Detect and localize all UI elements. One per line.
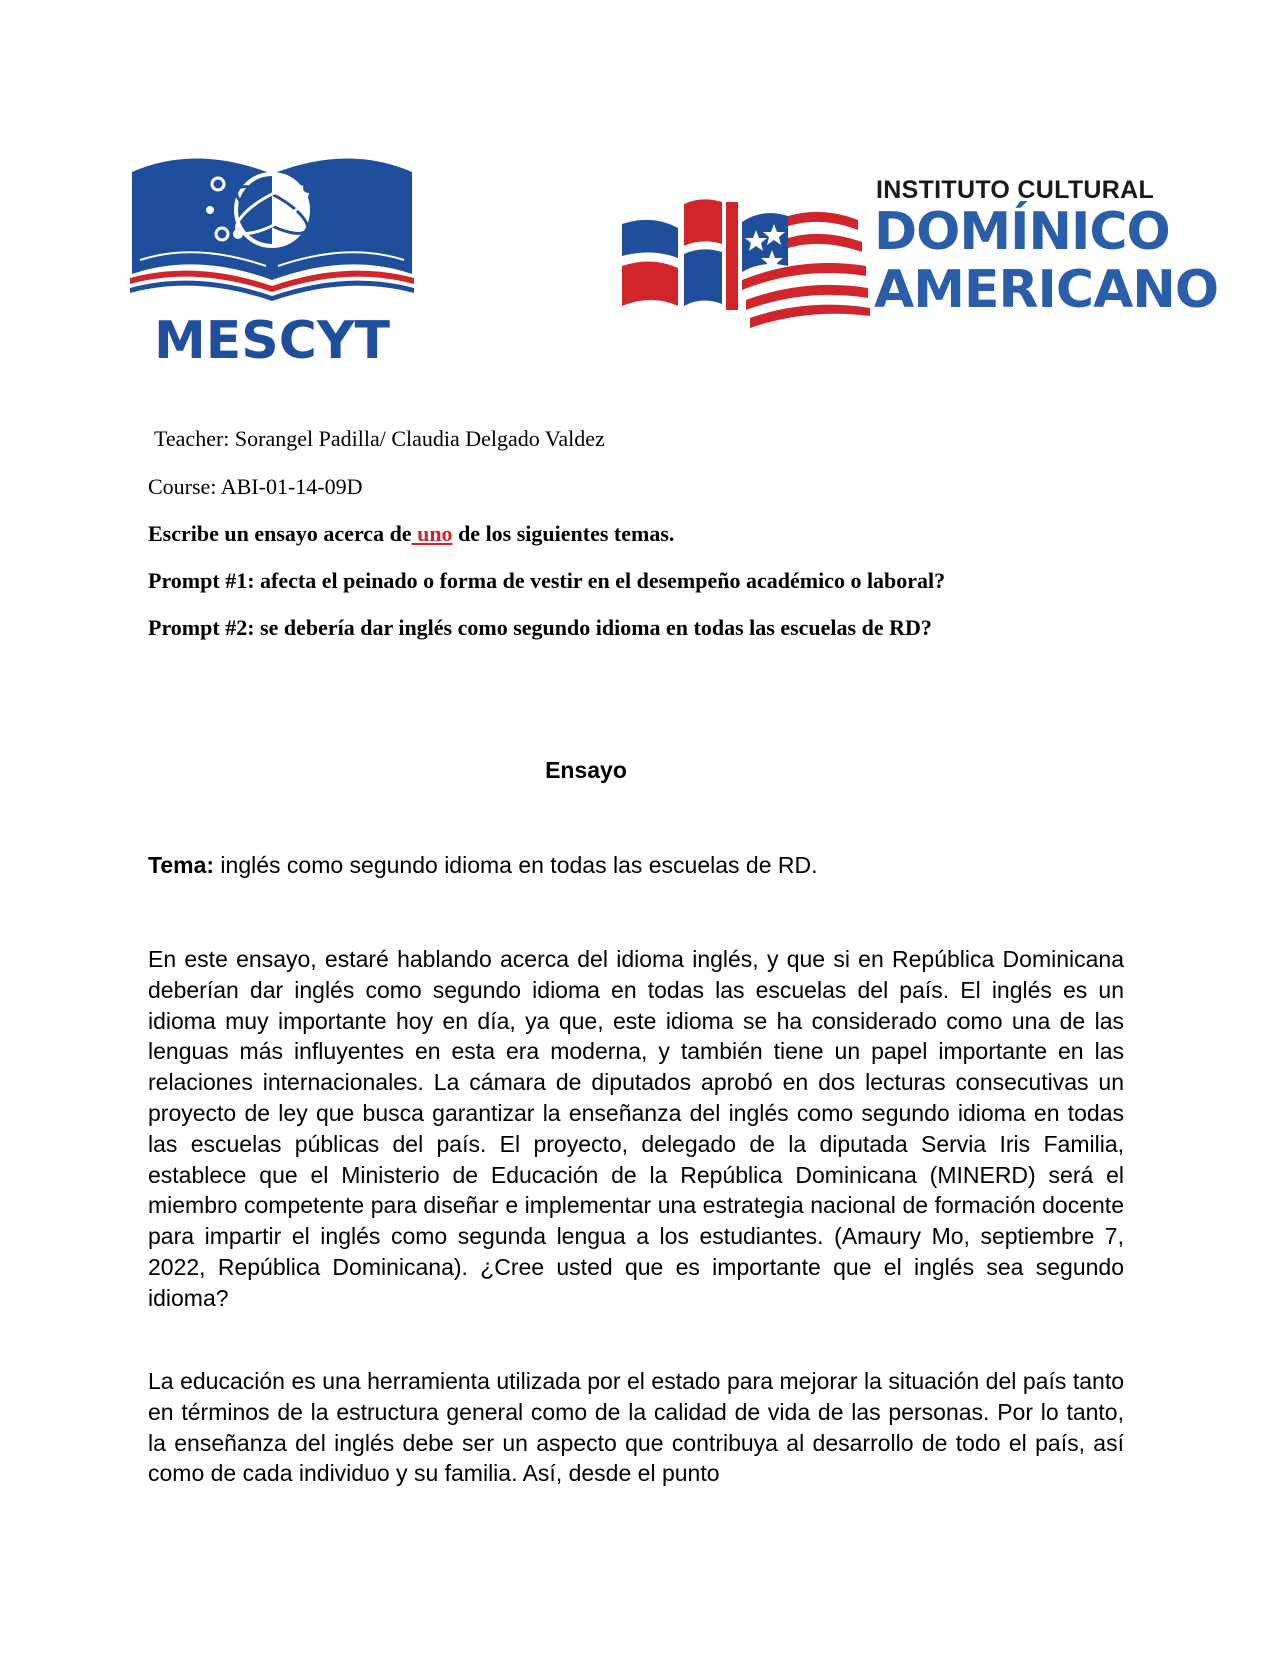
mescyt-wordmark: MESCYT [153, 311, 391, 371]
instruction-highlight: uno [411, 521, 453, 546]
essay-title: Ensayo [545, 757, 627, 783]
ica-flag-emblem-icon [622, 194, 892, 334]
prompt-1: Prompt #1: afecta el peinado o forma de vestir en el desempeño académico o laboral? [148, 568, 946, 593]
ica-wordmark-line2: DOMÍNICO [874, 202, 1170, 262]
ica-wordmark-line1: INSTITUTO CULTURAL [876, 176, 1155, 204]
ica-wordmark-line3: AMERICANO [874, 260, 1219, 320]
course-line: Course: ABI-01-14-09D [148, 474, 363, 499]
mescyt-book-emblem-icon [126, 148, 418, 374]
essay-paragraph-1: En este ensayo, estaré hablando acerca del idioma inglés, y que si en República Dominicana deberían dar inglés como segundo idioma en todas las escuelas del país. El inglés es un idioma muy importante hoy en día, ya que, este idioma se ha considerado como una de las lenguas más influyentes en esta era moderna, y también tiene un papel importante en las relaciones internacionales. La cámara de diputados aprobó en dos lecturas consecutivas un proyecto de ley que busca garantizar la enseñanza del inglés como segundo idioma en todas las escuelas públicas del país. El proyecto, delegado de la diputada Servia Iris Familia, establece que el Ministerio de Educación de la República Dominicana (MINERD) será el miembro competente para diseñar e implementar una estrategia nacional de formación docente para impartir el inglés como segunda lengua a los estudiantes. (Amaury Mo, septiembre 7, 2022, República Dominicana). ¿Cree usted que es importante que el inglés sea segundo idioma? [148, 946, 1124, 1311]
ica-logo [622, 176, 1242, 336]
instruction-before: Escribe un ensayo acerca de [148, 521, 412, 546]
prompt-2: Prompt #2: se debería dar inglés como segundo idioma en todas las escuelas de RD? [148, 615, 932, 640]
instruction-line [148, 521, 674, 547]
essay-topic [148, 852, 818, 879]
mescyt-logo [126, 148, 418, 374]
instruction-after: de los siguientes temas. [452, 521, 675, 546]
teacher-line: Teacher: Sorangel Padilla/ Claudia Delgado Valdez [154, 426, 605, 451]
topic-label: Tema: [148, 852, 215, 878]
essay-paragraph-2: La educación es una herramienta utilizada por el estado para mejorar la situación del país tanto en términos de la estructura general como de la calidad de vida de las personas. Por lo tanto, la enseñanza del inglés debe ser un aspecto que contribuya al desarrollo de todo el país, así como de cada individuo y su familia. Así, desde el punto [148, 1368, 1124, 1487]
topic-text: inglés como segundo idioma en todas las escuelas de RD. [214, 852, 818, 878]
